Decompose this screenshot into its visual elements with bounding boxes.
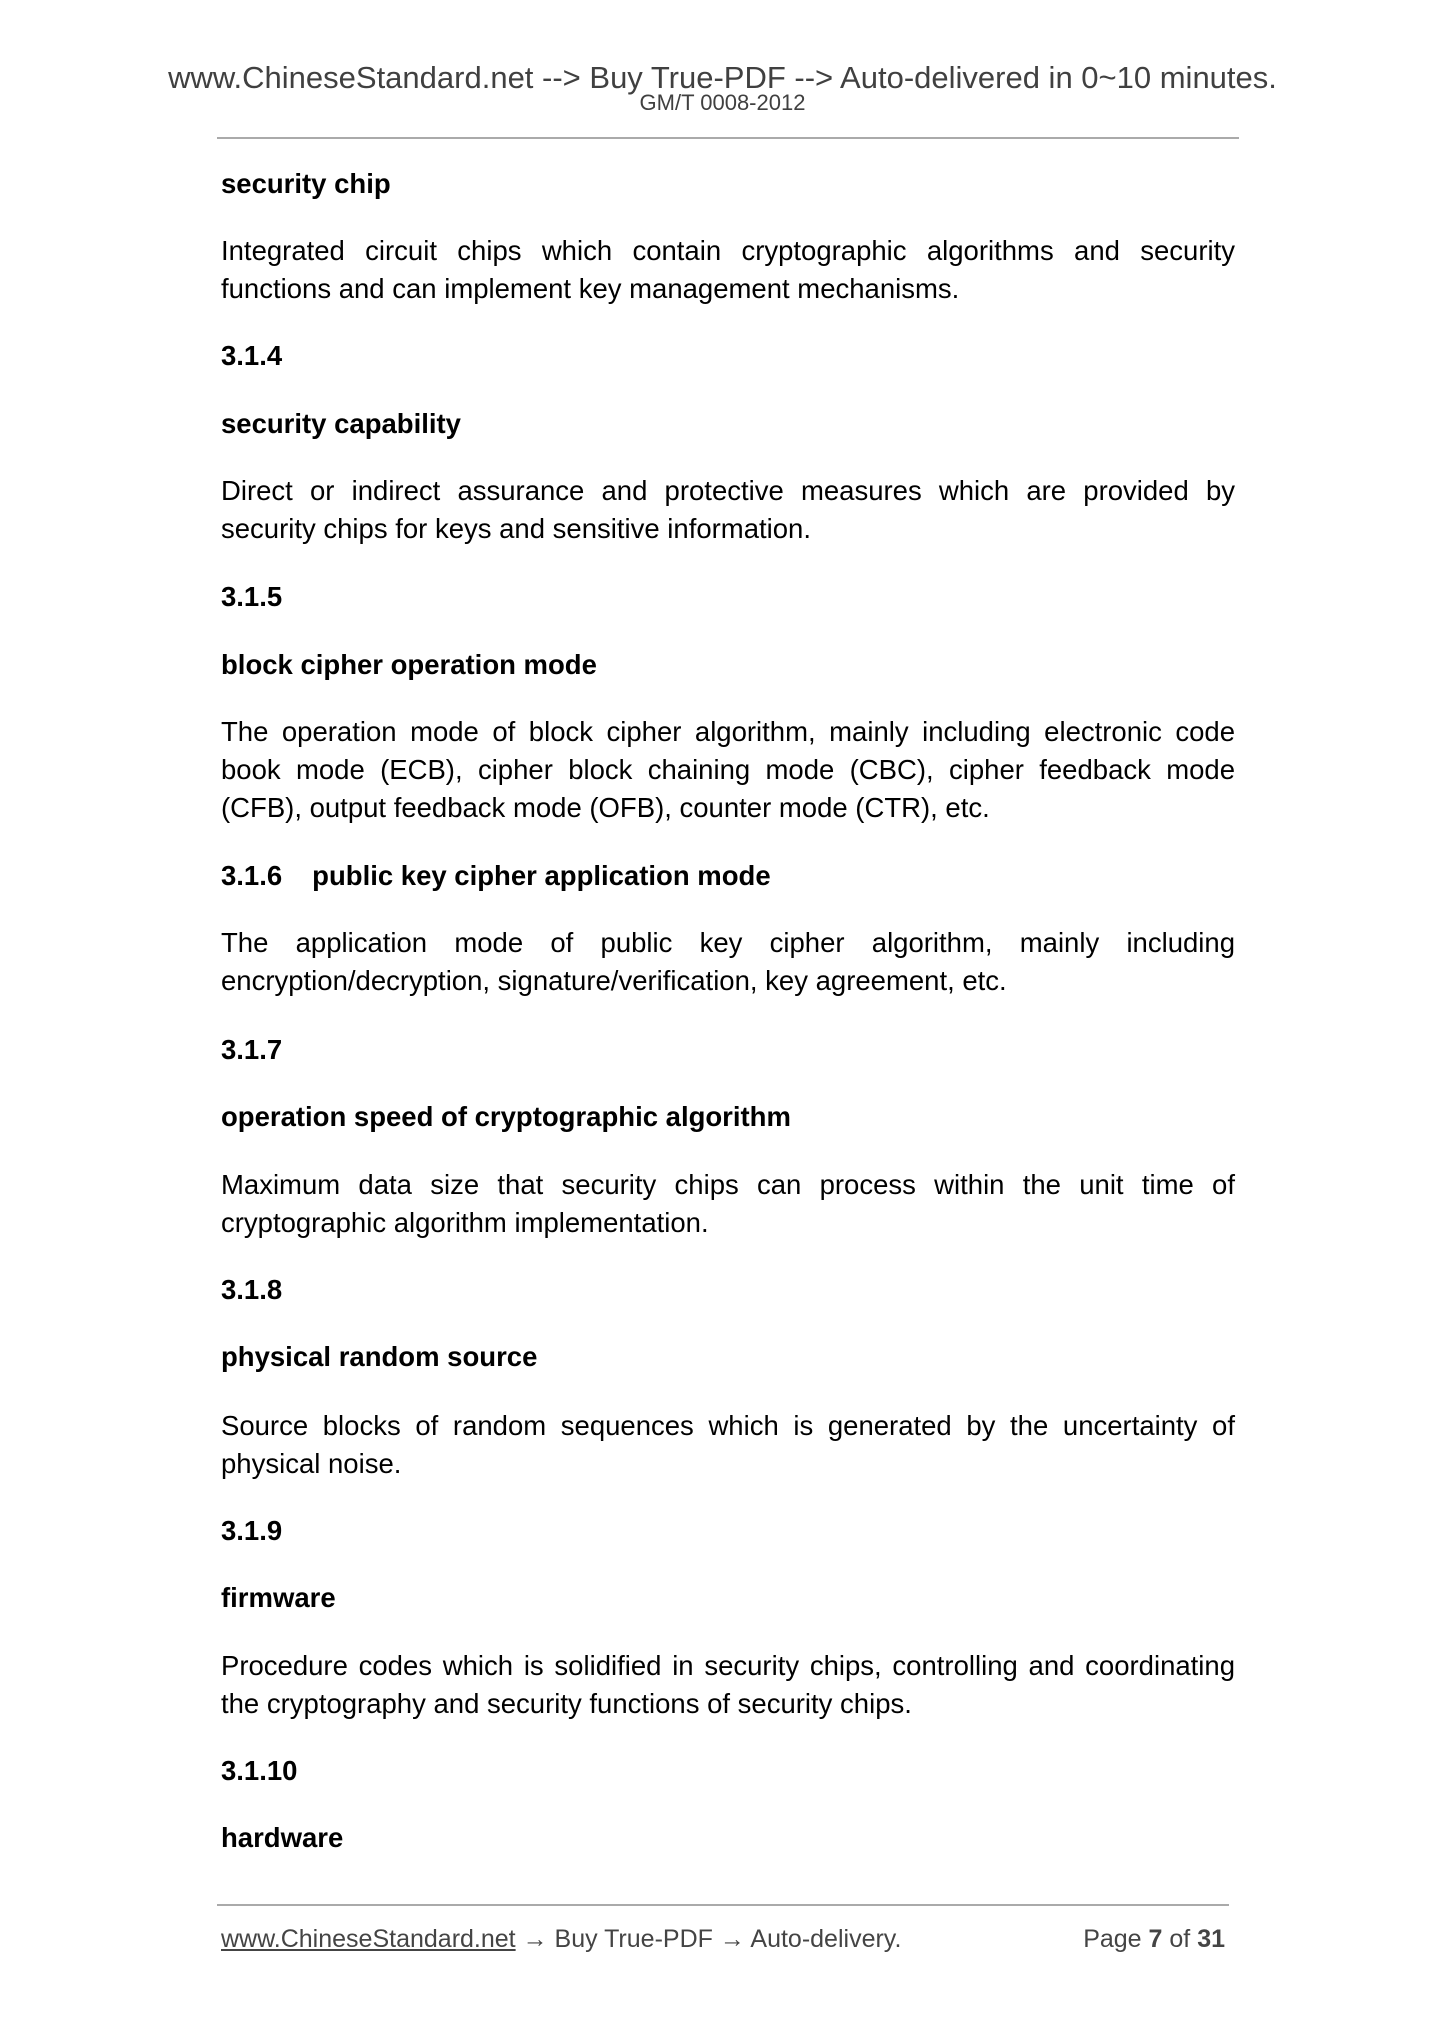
clause-number: 3.1.6 (221, 860, 283, 891)
footer (221, 1925, 1225, 1954)
page-total: 31 (1197, 1925, 1225, 1953)
page-label: Page (1083, 1925, 1149, 1953)
term-definition: Integrated circuit chips which contain cryptographic algorithms and security functions and can implement key management mechanisms. (221, 235, 1235, 304)
footer-divider (217, 1904, 1229, 1906)
header-divider (217, 137, 1239, 139)
term-definition: Maximum data size that security chips can process within the unit time of cryptographic algorithm implementation. (221, 1169, 1235, 1238)
term-heading: public key cipher application mode (312, 860, 771, 891)
clause-number: 3.1.8 (221, 1274, 283, 1305)
clause-number: 3.1.10 (221, 1755, 298, 1786)
term-definition: The operation mode of block cipher algorithm, mainly including electronic code book mode (ECB), cipher block chaining mode (CBC), cipher feedback mode (CFB), output feedback mode (OFB), counter mode (CTR), etc. (221, 716, 1235, 823)
clause-heading (221, 857, 1235, 895)
header-banner: www.ChineseStandard.net --> Buy True-PDF --> Auto-delivered in 0~10 minutes. (168, 60, 1277, 95)
term-heading: operation speed of cryptographic algorithm (221, 1101, 791, 1132)
page-number: 7 (1148, 1925, 1163, 1953)
clause-number: 3.1.5 (221, 581, 283, 612)
clause-number: 3.1.9 (221, 1515, 283, 1546)
term-heading: hardware (221, 1822, 344, 1853)
clause-number: 3.1.7 (221, 1034, 283, 1065)
term-heading: block cipher operation mode (221, 649, 597, 680)
term-heading: firmware (221, 1582, 336, 1613)
clause-number: 3.1.4 (221, 340, 283, 371)
page-of: of (1162, 1925, 1198, 1953)
term-heading: physical random source (221, 1341, 538, 1372)
footer-link[interactable]: www.ChineseStandard.net (221, 1925, 516, 1953)
term-definition: Source blocks of random sequences which is generated by the uncertainty of physical noise. (221, 1410, 1235, 1479)
term-definition: The application mode of public key cipher algorithm, mainly including encryption/decryption, signature/verification, key agreement, etc. (221, 927, 1235, 996)
term-definition: Direct or indirect assurance and protective measures which are provided by security chips for keys and sensitive information. (221, 475, 1235, 544)
term-definition: Procedure codes which is solidified in security chips, controlling and coordinating the cryptography and security functions of security chips. (221, 1650, 1235, 1719)
term-heading: security chip (221, 168, 391, 199)
page-indicator (1083, 1925, 1225, 1954)
document-id: GM/T 0008-2012 (639, 90, 806, 115)
footer-text: → Buy True-PDF → Auto-delivery. (515, 1925, 902, 1953)
term-heading: security capability (221, 408, 461, 439)
